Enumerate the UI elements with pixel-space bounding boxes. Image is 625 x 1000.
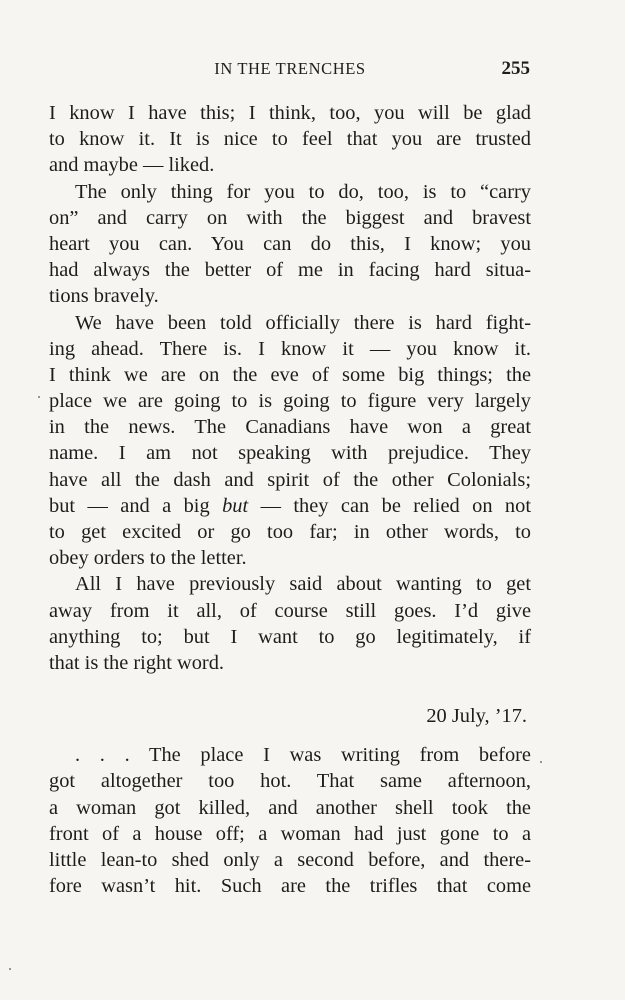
- text-line: obey orders to the letter.: [49, 547, 247, 570]
- text-line: had always the better of me in facing hard situa-: [49, 259, 531, 282]
- text-line: to know it. It is nice to feel that you are trusted: [49, 128, 531, 151]
- text-line: anything to; but I want to go legitimately, if: [49, 625, 531, 648]
- text-line: All I have previously said about wanting to get: [75, 573, 531, 596]
- dateline: 20 July, ’17.: [426, 705, 527, 728]
- text-line: and maybe — liked.: [49, 154, 215, 177]
- text-line: name. I am not speaking with prejudice. They: [49, 442, 531, 465]
- text-line: heart you can. You can do this, I know; you: [49, 232, 531, 255]
- text-line: The only thing for you to do, too, is to “carry: [75, 180, 531, 203]
- running-head: [50, 56, 530, 82]
- text-line: I think we are on the eve of some big things; the: [49, 363, 531, 386]
- text-line: place we are going to is going to figure very largely: [49, 390, 531, 413]
- text-line: have all the dash and spirit of the other Colonials;: [49, 468, 531, 491]
- text-line: got altogether too hot. That same afternoon,: [49, 770, 531, 793]
- text-line: that is the right word.: [49, 651, 224, 674]
- section-gap: [49, 730, 531, 742]
- text-line: to get excited or go too far; in other words, to: [49, 521, 531, 543]
- text-line: ing ahead. There is. I know it — you know it.: [49, 337, 531, 360]
- body-text: [49, 100, 531, 899]
- text-line: a woman got killed, and another shell took the: [49, 796, 531, 819]
- text-line: . . . The place I was writing from before: [75, 744, 531, 767]
- section-gap: [49, 676, 531, 702]
- text-line: in the news. The Canadians have won a great: [49, 416, 531, 439]
- text-line: tions bravely.: [49, 285, 159, 308]
- text-line: I know I have this; I think, too, you will be glad: [49, 102, 531, 124]
- text-line-with-italic: [49, 493, 531, 519]
- text-line: on” and carry on with the biggest and bravest: [49, 206, 531, 229]
- paper-speck: [38, 396, 40, 398]
- running-title: IN THE TRENCHES: [214, 59, 366, 78]
- text-line: away from it all, of course still goes. I’d give: [49, 599, 531, 622]
- text-line: front of a house off; a woman had just gone to a: [49, 822, 531, 845]
- paper-speck: [540, 761, 542, 763]
- text-segment: — they can be relied on not: [248, 494, 531, 517]
- paper-speck: [9, 968, 11, 970]
- text-line: We have been told officially there is hard fight-: [75, 311, 531, 334]
- text-line: fore wasn’t hit. Such are the trifles that come: [49, 875, 531, 898]
- page-number: 255: [501, 58, 530, 79]
- text-line: little lean-to shed only a second before, and there-: [49, 848, 531, 871]
- italic-word: but: [222, 494, 249, 517]
- text-segment: but — and a big: [49, 494, 223, 517]
